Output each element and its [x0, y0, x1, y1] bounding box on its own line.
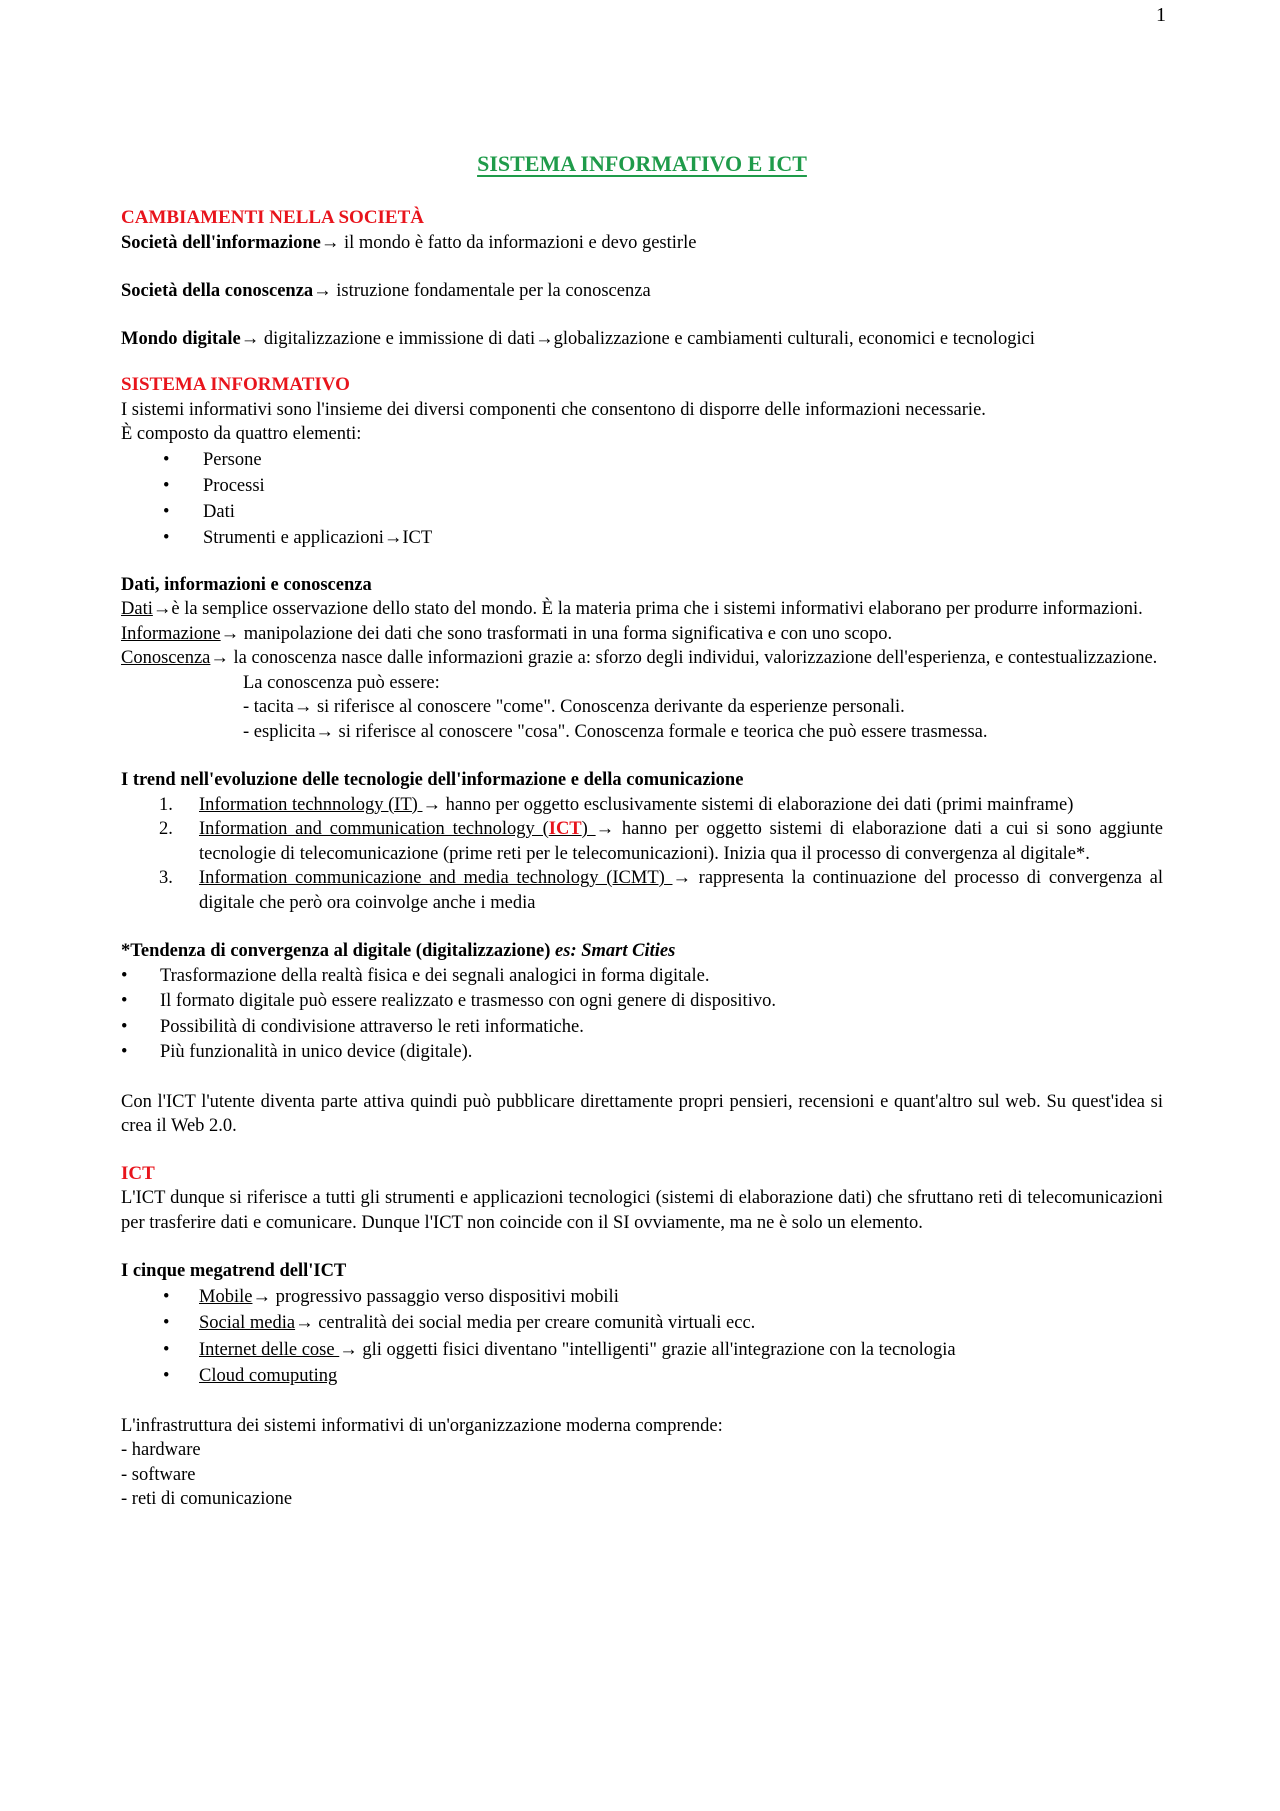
conoscenza-tacita: - tacita→ si riferisce al conoscere "come". Conoscenza derivante da esperienze personali. [243, 697, 905, 717]
list-item: • Possibilità di condivisione attraverso le reti informatiche. [121, 1016, 584, 1037]
list-item: • Internet delle cose → gli oggetti fisici diventano "intelligenti" grazie all'integrazione con la tecnologia [163, 1339, 956, 1360]
definition-societa-conoscenza: Società della conoscenza→ istruzione fondamentale per la conoscenza [121, 281, 651, 301]
infrastruttura-item: - software [121, 1464, 196, 1485]
section-heading-sistema-informativo: SISTEMA INFORMATIVO [121, 374, 350, 395]
section-heading-cambiamenti: CAMBIAMENTI NELLA SOCIETÀ [121, 207, 424, 228]
infrastruttura-item: - reti di comunicazione [121, 1489, 293, 1509]
ict-paragraph: L'ICT dunque si riferisce a tutti gli strumenti e applicazioni tecnologici (sistemi di elaborazione dati) che sfruttano reti di telecomunicazioni per trasferire dati e comunicare. Dunque l'ICT non coincide con il SI ovviamente, ma ne è solo un elemento. [121, 1188, 1163, 1233]
list-item: • Cloud comuputing [163, 1366, 338, 1386]
sistema-intro: I sistemi informativi sono l'insieme dei diversi componenti che consentono di disporre delle informazioni necessarie. [121, 399, 986, 420]
list-item: • Mobile→ progressivo passaggio verso dispositivi mobili [163, 1286, 619, 1307]
list-item: • Trasformazione della realtà fisica e dei segnali analogici in forma digitale. [121, 965, 710, 986]
web20-paragraph: Con l'ICT l'utente diventa parte attiva quindi può pubblicare direttamente propri pensieri, recensioni e quant'altro sul web. Su quest'idea si crea il Web 2.0. [121, 1091, 1163, 1136]
subsection-heading-dati: Dati, informazioni e conoscenza [121, 574, 372, 595]
definition-societa-informazione: Società dell'informazione→ il mondo è fatto da informazioni e devo gestirle [121, 232, 697, 253]
infrastruttura-intro: L'infrastruttura dei sistemi informativi di un'organizzazione moderna comprende: [121, 1415, 723, 1436]
definition-mondo-digitale: Mondo digitale→ digitalizzazione e immissione di dati→globalizzazione e cambiamenti culturali, economici e tecnologici [121, 328, 1035, 349]
infrastruttura-item: - hardware [121, 1440, 201, 1460]
list-item: 2. Information and communication technology (ICT) → hanno per oggetto sistemi di elaborazione dati a cui si sono aggiunte tecnologie di telecomunicazione (prime reti per le telecomunicazioni). Inizia qua il processo di convergenza al digitale*. [159, 819, 1163, 864]
sistema-composed: È composto da quattro elementi: [121, 424, 362, 444]
definition-informazione: Informazione→ manipolazione dei dati che sono trasformati in una forma significativa e con uno scopo. [121, 623, 893, 644]
conoscenza-types-intro: La conoscenza può essere: [243, 672, 440, 693]
elements-list [121, 447, 1163, 551]
subsection-heading-convergenza: *Tendenza di convergenza al digitale (digitalizzazione) es: Smart Cities [121, 941, 676, 961]
list-item: • Strumenti e applicazioni→ICT [163, 527, 433, 548]
list-item: • Più funzionalità in unico device (digitale). [121, 1042, 473, 1062]
document-page [121, 0, 1163, 1512]
definition-dati: Dati→è la semplice osservazione dello stato del mondo. È la materia prima che i sistemi informativi elaborano per produrre informazioni. [121, 599, 1143, 619]
definition-conoscenza: Conoscenza→ la conoscenza nasce dalle informazioni grazie a: sforzo degli individui, valorizzazione dell'esperienza, e contestualizzazione. [121, 648, 1158, 668]
conoscenza-esplicita: - esplicita→ si riferisce al conoscere "cosa". Conoscenza formale e teorica che può essere trasmessa. [243, 721, 988, 742]
page-number: 1 [1156, 4, 1166, 26]
list-item: 1. Information technnology (IT) → hanno per oggetto esclusivamente sistemi di elaborazione dei dati (primi mainframe) [159, 794, 1074, 815]
convergenza-list [121, 964, 1163, 1066]
trend-list [121, 793, 1163, 916]
document-title: SISTEMA INFORMATIVO E ICT [477, 151, 807, 176]
megatrend-list [121, 1284, 1163, 1390]
subsection-heading-trend: I trend nell'evoluzione delle tecnologie dell'informazione e della comunicazione [121, 770, 744, 790]
list-item: 3. Information communicazione and media technology (ICMT) → rappresenta la continuazione del processo di convergenza al digitale che però ora coinvolge anche i media [159, 868, 1164, 913]
list-item: • Social media→ centralità dei social media per creare comunità virtuali ecc. [163, 1313, 756, 1333]
list-item: • Il formato digitale può essere realizzato e trasmesso con ogni genere di dispositivo. [121, 991, 776, 1011]
subsection-heading-megatrend: I cinque megatrend dell'ICT [121, 1261, 347, 1281]
section-heading-ict: ICT [121, 1162, 155, 1184]
list-item: • Dati [163, 501, 235, 522]
list-item: • Processi [163, 475, 265, 496]
list-item: • Persone [163, 449, 262, 470]
